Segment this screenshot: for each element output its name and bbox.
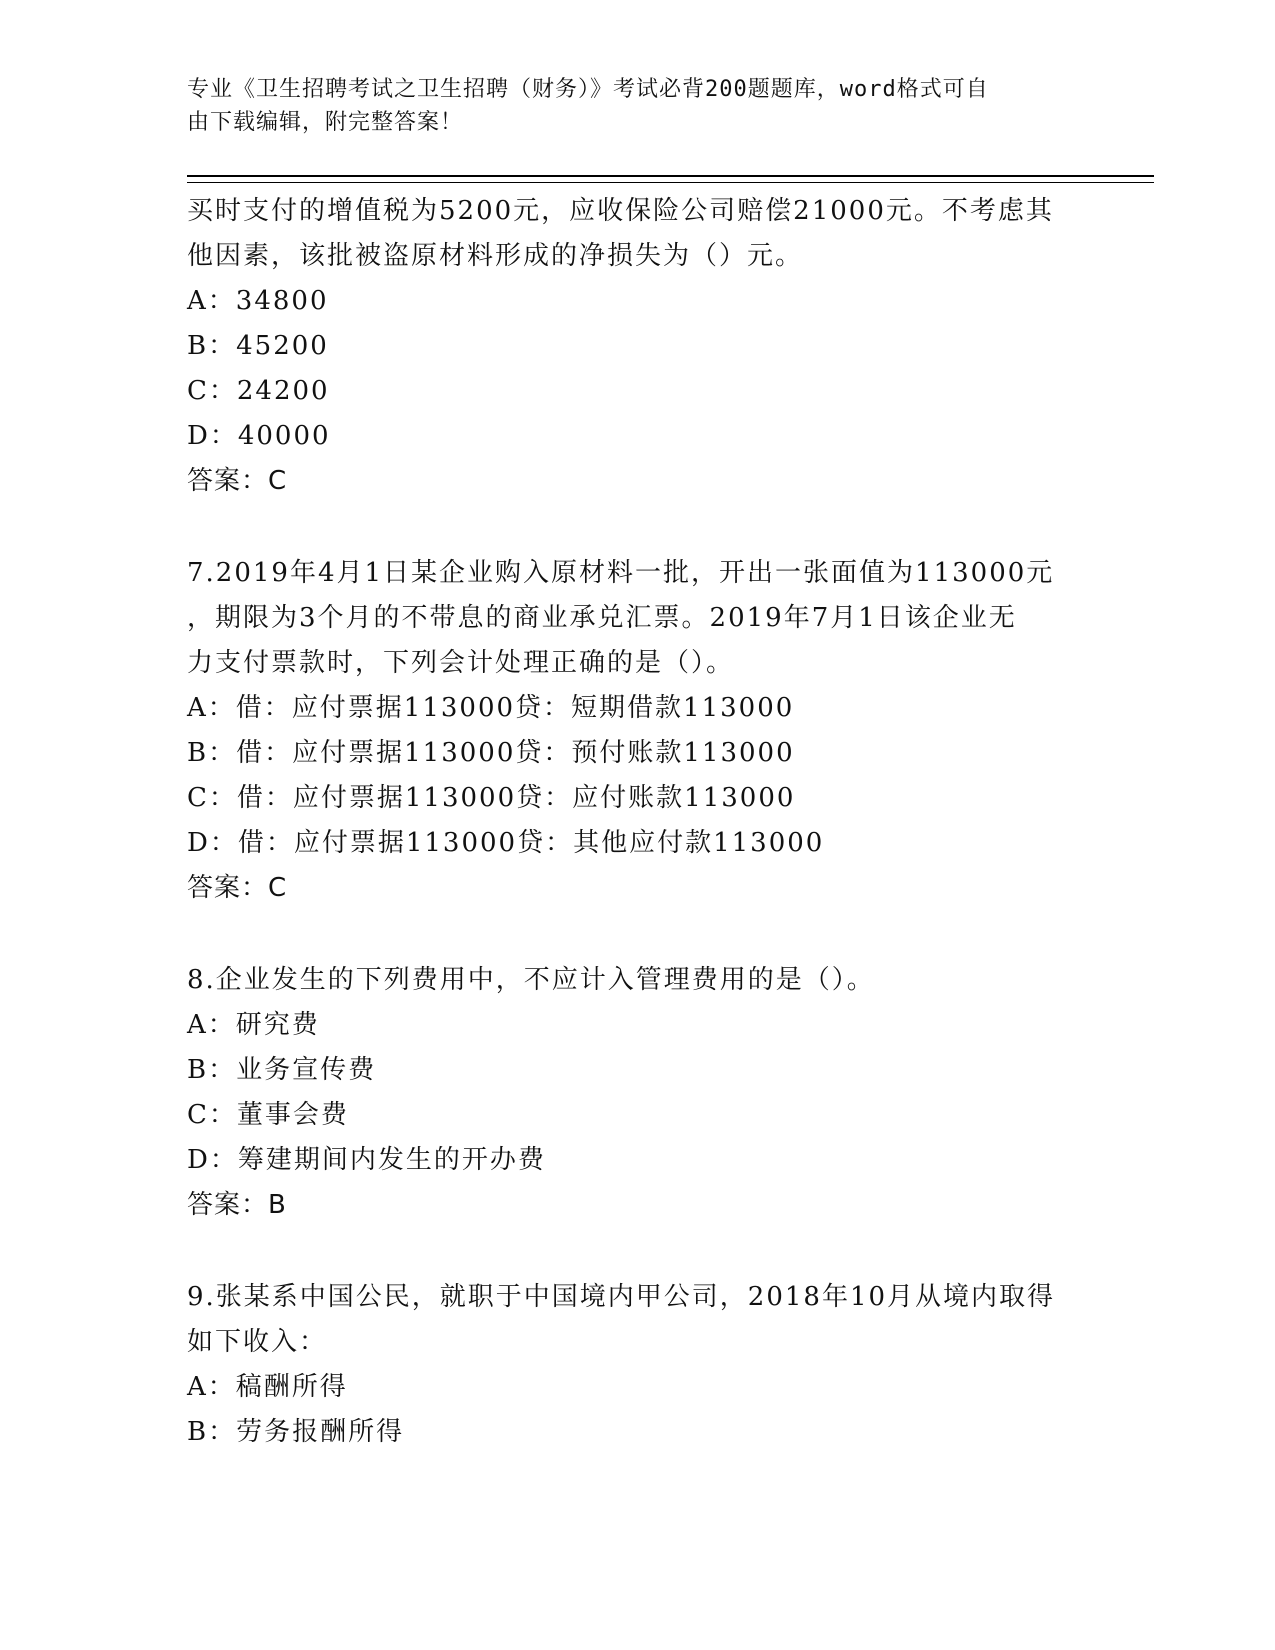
option-b: B：45200: [187, 331, 329, 361]
option-a: A：研究费: [187, 1010, 320, 1040]
option-b: B：劳务报酬所得: [187, 1417, 405, 1447]
question-7: [187, 551, 1087, 911]
header-divider-thick: [187, 175, 1154, 177]
question-text-line: 7.2019年4月1日某企业购入原材料一批，开出一张面值为113000元: [187, 558, 1055, 588]
option-a: A：借：应付票据113000贷：短期借款113000: [187, 693, 795, 723]
question-text-line: 9.张某系中国公民，就职于中国境内甲公司，2018年10月从境内取得: [187, 1282, 1056, 1312]
question-text-line: 力支付票款时，下列会计处理正确的是（）。: [187, 648, 735, 678]
option-a: A：34800: [187, 286, 329, 316]
document-header: [187, 73, 1067, 139]
option-c: C：24200: [187, 376, 330, 406]
option-b: B：业务宣传费: [187, 1055, 377, 1085]
question-list: [187, 189, 1087, 1455]
question-text-line: 8.企业发生的下列费用中，不应计入管理费用的是（）。: [187, 965, 875, 995]
spacer: [187, 911, 1087, 958]
question-text-line: 如下收入：: [187, 1327, 328, 1357]
answer-line: 答案：B: [187, 1190, 287, 1220]
option-d: D：筹建期间内发生的开办费: [187, 1145, 546, 1175]
header-line-1: 专业《卫生招聘考试之卫生招聘（财务）》考试必背200题题库，word格式可自: [187, 77, 989, 102]
option-b: B：借：应付票据113000贷：预付账款113000: [187, 738, 795, 768]
option-d: D：40000: [187, 421, 331, 451]
question-6: [187, 189, 1087, 504]
header-divider-thin: [187, 182, 1154, 183]
question-text-line: 他因素，该批被盗原材料形成的净损失为（）元。: [187, 241, 804, 271]
spacer: [187, 504, 1087, 551]
answer-line: 答案：C: [187, 466, 288, 496]
spacer: [187, 1228, 1087, 1275]
question-text-line: 买时支付的增值税为5200元，应收保险公司赔偿21000元。不考虑其: [187, 196, 1054, 226]
question-9: [187, 1275, 1087, 1455]
answer-line: 答案：C: [187, 873, 288, 903]
option-d: D：借：应付票据113000贷：其他应付款113000: [187, 828, 825, 858]
question-text-line: ，期限为3个月的不带息的商业承兑汇票。2019年7月1日该企业无: [187, 603, 1017, 633]
option-c: C：董事会费: [187, 1100, 349, 1130]
question-8: [187, 958, 1087, 1228]
header-line-2: 由下载编辑，附完整答案！: [187, 110, 464, 135]
option-a: A：稿酬所得: [187, 1372, 348, 1402]
option-c: C：借：应付票据113000贷：应付账款113000: [187, 783, 796, 813]
